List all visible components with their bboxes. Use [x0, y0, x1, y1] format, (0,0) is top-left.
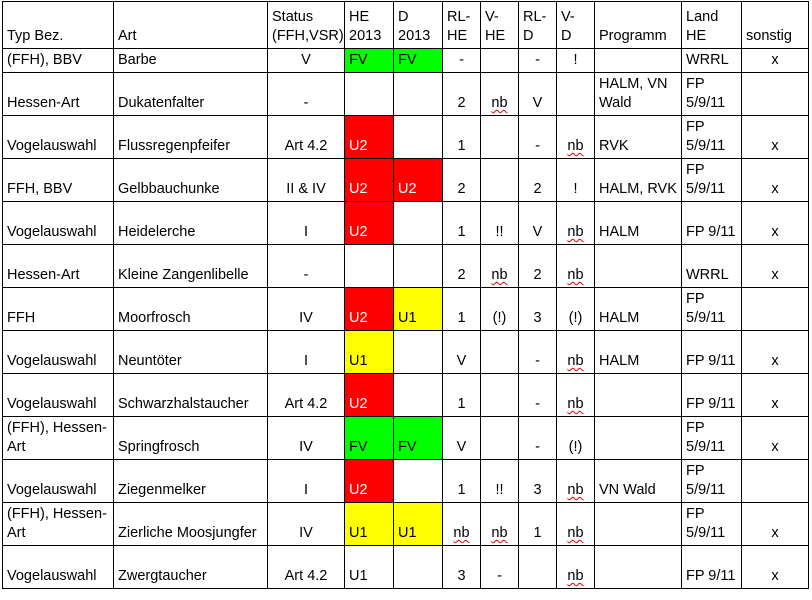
- cell-programm: [595, 374, 682, 417]
- cell-typ: Hessen-Art: [3, 73, 114, 116]
- cell-programm: [595, 245, 682, 288]
- header-vd-line1: V-: [561, 9, 575, 25]
- cell-v-he: !!: [481, 202, 519, 245]
- cell-land-he: FP 9/11: [682, 546, 742, 589]
- cell-rl-he: -: [443, 49, 481, 73]
- cell-status: -: [268, 245, 345, 288]
- header-programm-text: Programm: [599, 28, 667, 44]
- cell-v-d: nb: [557, 374, 595, 417]
- cell-he-2013: U2: [345, 202, 394, 245]
- header-status-line1: Status: [272, 9, 314, 25]
- cell-d-2013: [394, 374, 443, 417]
- cell-sonstig: [742, 288, 809, 331]
- cell-v-d: !: [557, 159, 595, 202]
- cell-typ: (FFH), BBV: [3, 49, 114, 73]
- cell-land-he: FP 9/11: [682, 374, 742, 417]
- cell-art: Kleine Zangenlibelle: [114, 245, 268, 288]
- cell-he-2013: FV: [345, 417, 394, 460]
- cell-typ: Vogelauswahl: [3, 116, 114, 159]
- cell-sonstig: x: [742, 245, 809, 288]
- cell-d-2013: [394, 73, 443, 116]
- cell-v-d: nb: [557, 546, 595, 589]
- cell-rl-d: -: [519, 49, 557, 73]
- cell-art: Heidelerche: [114, 202, 268, 245]
- cell-d-2013: U1: [394, 288, 443, 331]
- species-status-table: [2, 1, 809, 589]
- cell-art: Neuntöter: [114, 331, 268, 374]
- cell-sonstig: x: [742, 116, 809, 159]
- cell-d-2013: FV: [394, 49, 443, 73]
- cell-typ: Hessen-Art: [3, 245, 114, 288]
- header-status: [268, 2, 345, 49]
- cell-v-he: nb: [481, 245, 519, 288]
- cell-land-he: FP 5/9/11: [682, 460, 742, 503]
- cell-typ: FFH, BBV: [3, 159, 114, 202]
- header-rld-line1: RL-: [523, 9, 547, 25]
- header-rl-he: [443, 2, 481, 49]
- header-programm: [595, 2, 682, 49]
- header-v-he: [481, 2, 519, 49]
- header-he-line2: 2013: [349, 28, 382, 44]
- cell-typ: (FFH), Hessen-Art: [3, 503, 114, 546]
- cell-programm: [595, 546, 682, 589]
- cell-typ: FFH: [3, 288, 114, 331]
- cell-rl-d: 2: [519, 159, 557, 202]
- cell-v-he: nb: [481, 503, 519, 546]
- cell-status: I: [268, 331, 345, 374]
- cell-sonstig: x: [742, 331, 809, 374]
- cell-status: -: [268, 73, 345, 116]
- cell-v-he: (!): [481, 288, 519, 331]
- cell-sonstig: x: [742, 159, 809, 202]
- cell-typ: Vogelauswahl: [3, 331, 114, 374]
- table-row: [3, 374, 809, 417]
- cell-he-2013: U2: [345, 460, 394, 503]
- table-row: [3, 159, 809, 202]
- cell-sonstig: x: [742, 546, 809, 589]
- cell-sonstig: x: [742, 374, 809, 417]
- cell-he-2013: U2: [345, 374, 394, 417]
- cell-he-2013: U1: [345, 503, 394, 546]
- cell-v-he: [481, 159, 519, 202]
- cell-sonstig: x: [742, 503, 809, 546]
- cell-v-d: nb: [557, 202, 595, 245]
- cell-rl-d: -: [519, 116, 557, 159]
- cell-he-2013: U1: [345, 331, 394, 374]
- cell-rl-d: V: [519, 202, 557, 245]
- cell-d-2013: U1: [394, 503, 443, 546]
- header-d-line1: D: [398, 9, 409, 25]
- cell-land-he: WRRL: [682, 49, 742, 73]
- table-row: [3, 245, 809, 288]
- cell-d-2013: [394, 546, 443, 589]
- header-he-line1: HE: [349, 9, 370, 25]
- cell-rl-he: 1: [443, 374, 481, 417]
- header-land-line2: HE: [686, 28, 707, 44]
- cell-rl-he: 2: [443, 73, 481, 116]
- table-row: [3, 288, 809, 331]
- cell-rl-d: -: [519, 331, 557, 374]
- cell-v-d: nb: [557, 331, 595, 374]
- cell-programm: HALM: [595, 331, 682, 374]
- table-row: [3, 49, 809, 73]
- cell-programm: HALM: [595, 288, 682, 331]
- cell-v-he: nb: [481, 73, 519, 116]
- cell-v-he: [481, 417, 519, 460]
- cell-status: Art 4.2: [268, 116, 345, 159]
- cell-v-d: nb: [557, 245, 595, 288]
- cell-land-he: FP 5/9/11: [682, 288, 742, 331]
- cell-land-he: FP 9/11: [682, 202, 742, 245]
- cell-rl-he: 1: [443, 202, 481, 245]
- header-typ-text: Typ Bez.: [7, 28, 64, 44]
- cell-v-he: !!: [481, 460, 519, 503]
- header-sonstig-text: sonstig: [746, 28, 792, 44]
- cell-status: I: [268, 202, 345, 245]
- cell-d-2013: [394, 245, 443, 288]
- cell-programm: [595, 417, 682, 460]
- cell-land-he: FP 5/9/11: [682, 159, 742, 202]
- cell-programm: [595, 49, 682, 73]
- cell-d-2013: [394, 331, 443, 374]
- table-row: [3, 202, 809, 245]
- cell-programm: HALM, RVK: [595, 159, 682, 202]
- cell-v-d: [557, 73, 595, 116]
- table-row: [3, 331, 809, 374]
- cell-rl-he: 1: [443, 288, 481, 331]
- cell-rl-d: 2: [519, 245, 557, 288]
- header-d-line2: 2013: [398, 28, 431, 44]
- cell-d-2013: FV: [394, 417, 443, 460]
- cell-sonstig: [742, 73, 809, 116]
- header-typ: [3, 2, 114, 49]
- cell-rl-he: nb: [443, 503, 481, 546]
- cell-status: I: [268, 460, 345, 503]
- cell-status: V: [268, 49, 345, 73]
- cell-v-he: [481, 116, 519, 159]
- cell-rl-d: V: [519, 73, 557, 116]
- cell-land-he: FP 5/9/11: [682, 73, 742, 116]
- cell-v-d: (!): [557, 288, 595, 331]
- cell-d-2013: [394, 116, 443, 159]
- cell-typ: Vogelauswahl: [3, 374, 114, 417]
- table-row: [3, 417, 809, 460]
- header-art: [114, 2, 268, 49]
- cell-v-d: nb: [557, 116, 595, 159]
- header-v-d: [557, 2, 595, 49]
- cell-art: Schwarzhalstaucher: [114, 374, 268, 417]
- cell-v-he: [481, 331, 519, 374]
- header-land-line1: Land: [686, 9, 719, 25]
- cell-typ: Vogelauswahl: [3, 546, 114, 589]
- cell-art: Gelbbauchunke: [114, 159, 268, 202]
- cell-land-he: FP 9/11: [682, 331, 742, 374]
- cell-v-he: -: [481, 546, 519, 589]
- header-vhe-line2: HE: [485, 28, 506, 44]
- header-rlhe-line1: RL-: [447, 9, 471, 25]
- cell-he-2013: U2: [345, 116, 394, 159]
- cell-sonstig: x: [742, 49, 809, 73]
- cell-status: Art 4.2: [268, 374, 345, 417]
- cell-he-2013: [345, 245, 394, 288]
- cell-rl-d: -: [519, 417, 557, 460]
- cell-status: IV: [268, 503, 345, 546]
- cell-he-2013: U2: [345, 288, 394, 331]
- cell-status: Art 4.2: [268, 546, 345, 589]
- cell-programm: [595, 503, 682, 546]
- cell-d-2013: [394, 460, 443, 503]
- cell-he-2013: U2: [345, 159, 394, 202]
- table-row: [3, 503, 809, 546]
- cell-rl-d: 3: [519, 460, 557, 503]
- cell-rl-d: 3: [519, 288, 557, 331]
- cell-art: Ziegenmelker: [114, 460, 268, 503]
- header-rlhe-line2: HE: [447, 28, 468, 44]
- cell-art: Springfrosch: [114, 417, 268, 460]
- cell-art: Zwergtaucher: [114, 546, 268, 589]
- cell-rl-he: 1: [443, 116, 481, 159]
- cell-rl-d: [519, 546, 557, 589]
- header-art-text: Art: [118, 28, 137, 44]
- header-rld-line2: D: [523, 28, 534, 44]
- header-status-line2: (FFH,VSR): [272, 28, 344, 44]
- cell-v-he: [481, 49, 519, 73]
- cell-rl-he: 3: [443, 546, 481, 589]
- cell-land-he: FP 5/9/11: [682, 503, 742, 546]
- cell-land-he: WRRL: [682, 245, 742, 288]
- cell-rl-he: 2: [443, 245, 481, 288]
- cell-rl-d: -: [519, 374, 557, 417]
- table-row: [3, 73, 809, 116]
- cell-v-he: [481, 374, 519, 417]
- cell-art: Zierliche Moosjungfer: [114, 503, 268, 546]
- header-d-2013: [394, 2, 443, 49]
- cell-rl-he: V: [443, 331, 481, 374]
- header-row: [3, 2, 809, 49]
- cell-rl-d: 1: [519, 503, 557, 546]
- cell-v-d: (!): [557, 417, 595, 460]
- table-row: [3, 546, 809, 589]
- cell-status: IV: [268, 288, 345, 331]
- cell-art: Moorfrosch: [114, 288, 268, 331]
- cell-sonstig: [742, 460, 809, 503]
- cell-typ: (FFH), Hessen-Art: [3, 417, 114, 460]
- cell-he-2013: U1: [345, 546, 394, 589]
- cell-rl-he: 2: [443, 159, 481, 202]
- cell-rl-he: 1: [443, 460, 481, 503]
- cell-status: II & IV: [268, 159, 345, 202]
- cell-programm: HALM: [595, 202, 682, 245]
- cell-programm: VN Wald: [595, 460, 682, 503]
- cell-art: Dukatenfalter: [114, 73, 268, 116]
- cell-land-he: FP 5/9/11: [682, 116, 742, 159]
- cell-sonstig: x: [742, 202, 809, 245]
- cell-typ: Vogelauswahl: [3, 460, 114, 503]
- header-land-he: [682, 2, 742, 49]
- cell-sonstig: x: [742, 417, 809, 460]
- table-row: [3, 116, 809, 159]
- cell-d-2013: [394, 202, 443, 245]
- cell-he-2013: FV: [345, 49, 394, 73]
- header-vd-line2: D: [561, 28, 572, 44]
- cell-status: IV: [268, 417, 345, 460]
- cell-v-d: nb: [557, 460, 595, 503]
- table-row: [3, 460, 809, 503]
- header-rl-d: [519, 2, 557, 49]
- cell-v-d: !: [557, 49, 595, 73]
- cell-art: Barbe: [114, 49, 268, 73]
- cell-programm: RVK: [595, 116, 682, 159]
- cell-he-2013: [345, 73, 394, 116]
- cell-programm: HALM, VN Wald: [595, 73, 682, 116]
- header-sonstig: [742, 2, 809, 49]
- cell-d-2013: U2: [394, 159, 443, 202]
- cell-land-he: FP 5/9/11: [682, 417, 742, 460]
- cell-v-d: nb: [557, 503, 595, 546]
- header-he-2013: [345, 2, 394, 49]
- cell-art: Flussregenpfeifer: [114, 116, 268, 159]
- cell-typ: Vogelauswahl: [3, 202, 114, 245]
- header-vhe-line1: V-: [485, 9, 499, 25]
- cell-rl-he: V: [443, 417, 481, 460]
